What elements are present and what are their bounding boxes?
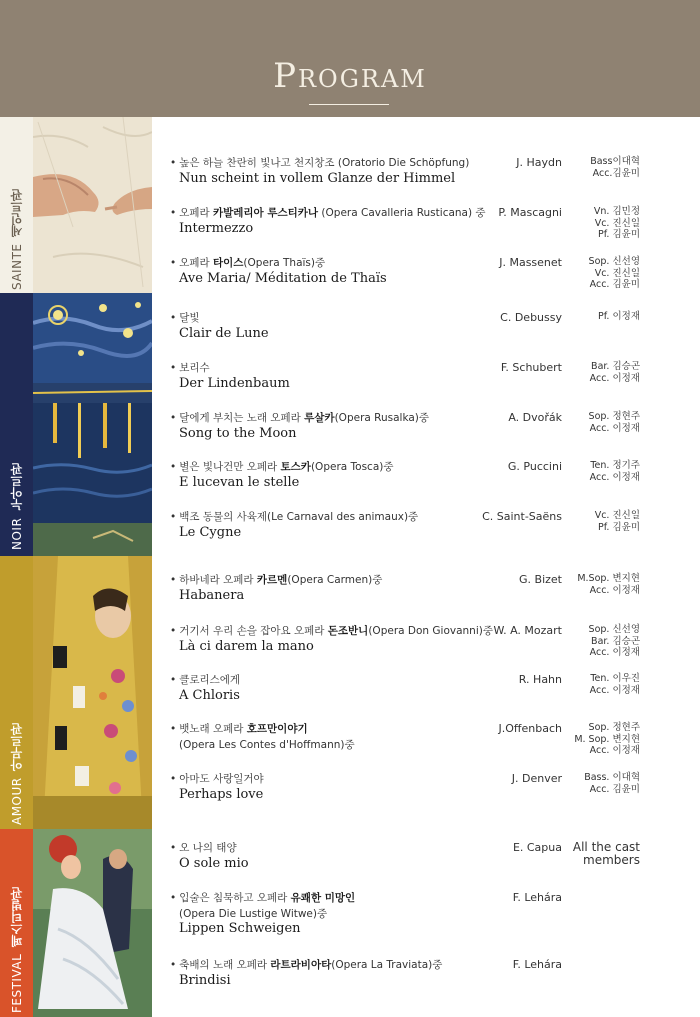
piece-title: Ave Maria/ Méditation de Thaïs xyxy=(179,271,387,286)
composer: J.Offenbach xyxy=(498,722,562,735)
piece-title: Song to the Moon xyxy=(179,426,297,441)
piece-title: Intermezzo xyxy=(179,221,254,236)
art-the-kiss xyxy=(33,556,152,829)
piece-title: Der Lindenbaum xyxy=(179,376,290,391)
composer: G. Bizet xyxy=(519,573,562,586)
piece-title: Perhaps love xyxy=(179,787,264,802)
performers: Sop. 신선영 Vc. 진신일 Acc. 김윤미 xyxy=(588,256,640,290)
performers: Sop. 정현주 Acc. 이정재 xyxy=(588,411,640,434)
composer: J. Massenet xyxy=(499,256,562,269)
composer: C. Debussy xyxy=(500,311,562,324)
piece-title: Nun scheint in vollem Glanze der Himmel xyxy=(179,171,456,186)
performers: Bass이대혁 Acc.김윤미 xyxy=(590,156,640,179)
piece-title: Lippen Schweigen xyxy=(179,921,301,936)
composer: E. Capua xyxy=(512,841,562,854)
composer: J. Denver xyxy=(511,772,562,785)
performers: Ten. 이우진 Acc. 이정재 xyxy=(589,673,640,696)
piece-title: O sole mio xyxy=(179,856,249,871)
composer: J. Haydn xyxy=(516,156,562,169)
piece-title: Là ci darem la mano xyxy=(179,639,314,654)
item-description-line2: (Opera Les Contes d'Hoffmann)중 xyxy=(179,739,355,751)
piece-title: A Chloris xyxy=(179,688,240,703)
performers: Vc. 진신일 Pf. 김윤미 xyxy=(594,510,640,533)
art-starry-night xyxy=(33,293,152,556)
composer: A. Dvořák xyxy=(508,411,562,424)
performers: M.Sop. 변지현 Acc. 이정재 xyxy=(577,573,640,596)
section-label-noir: NOIR 누아르관 xyxy=(9,462,24,550)
section-label-sainte: SAINTE 세인트관 xyxy=(9,188,24,290)
performers: Bass. 이대혁 Acc. 김윤미 xyxy=(584,772,640,795)
piece-title: Le Cygne xyxy=(179,525,242,540)
composer: R. Hahn xyxy=(518,673,562,686)
title-underline xyxy=(309,104,389,105)
art-dance-at-bougival xyxy=(33,829,152,1017)
performers: Bar. 김승곤 Acc. 이정재 xyxy=(589,361,640,384)
performers: Ten. 정기주 Acc. 이정재 xyxy=(589,460,640,483)
composer: C. Saint-Saëns xyxy=(482,510,562,523)
piece-title: Brindisi xyxy=(179,973,231,988)
performers: All the cast members xyxy=(572,840,640,867)
item-description-line2: (Opera Die Lustige Witwe)중 xyxy=(179,908,328,920)
composer: F. Schubert xyxy=(500,361,562,374)
performers: Sop. 정현주 M. Sop. 변지현 Acc. 이정재 xyxy=(574,722,640,756)
piece-title: Habanera xyxy=(179,588,245,603)
program-page: Program SAINTE 세인트관 NOIR 누아르관 AMOUR 아무르관 FESTIVAL 페스티벌관 • 높은 하늘 찬란히 빛나고 천지창조 (Oratorio Die Schöpfung) Nun scheint in vollem Glanze der Himmel J. Haydn Bass이대혁 Acc.김윤미 • 오페라 카발레리아 루스티카나 (Opera Cavalleria Rusticana) 중 Intermezzo P. Mascagni Vn. 김민정 Vc. 진신일 Pf. 김윤미 • 오페라 타이스(Opera Thaïs)중 Ave Maria/ Méditation de Thaïs J. Massenet Sop. 신선영 Vc. 진신일 Acc. 김윤미 • 달빛 Clair de Lune C. Debussy Pf. 이정재 • 보리수 Der Lindenbaum F. Schubert Bar. 김승곤 Acc. 이정재 • 달에게 부치는 노래 오페라 루살카(Opera Rusalka)중 Song to the Moon A. Dvořák Sop. 정현주 Acc. 이정재 • 별은 빛나건만 오페라 토스카(Opera Tosca)중 E lucevan le stelle G. Puccini Ten. 정기주 Acc. 이정재 • 백조 동물의 사육제(Le Carnaval des animaux)중 Le Cygne C. Saint-Saëns Vc. 진신일 Pf. 김윤미 • 하바네라 오페라 카르멘(Opera Carmen)중 Habanera G. Bizet M.Sop. 변지현 Acc. 이정재 • 거기서 우리 손을 잡아요 오페라 돈조반니(Opera Don Giovanni)중 Là ci darem la mano W. A. Mozart Sop. 신선영 Bar. 김승곤 Acc. 이정재 • 클로리스에게 A Chloris R. Hahn Ten. 이우진 Acc. 이정재 • 뱃노래 오페라 호프만이야기 (Opera Les Contes d'Hoffmann)중 J.Offenbach Sop. 정현주 M. Sop. 변지현 Acc. 이정재 • 아마도 사랑일거야 Perhaps love J. Denver Bass. 이대혁 Acc. 김윤미 • 오 나의 태양 O sole mio E. Capua All the cast members • 입술은 침묵하고 오페라 유쾌한 미망인 (Opera Die Lustige Witwe)중 Lippen Schweigen F. Lehára • 축배의 노래 오페라 라트라비아타(Opera La Traviata)중 Brindisi F. Lehára xyxy=(0,0,700,1017)
performers: Pf. 이정재 xyxy=(598,311,640,322)
performers: Sop. 신선영 Bar. 김승곤 Acc. 이정재 xyxy=(588,624,640,658)
section-label-festival: FESTIVAL 페스티벌관 xyxy=(9,886,24,1013)
header-bar xyxy=(0,0,700,117)
composer: P. Mascagni xyxy=(498,206,562,219)
composer: F. Lehára xyxy=(512,891,562,904)
piece-title: Clair de Lune xyxy=(179,326,269,341)
composer: W. A. Mozart xyxy=(493,624,562,637)
art-creation-of-adam xyxy=(33,117,152,293)
performers: Vn. 김민정 Vc. 진신일 Pf. 김윤미 xyxy=(593,206,640,240)
piece-title: E lucevan le stelle xyxy=(179,475,300,490)
section-label-amour: AMOUR 아무르관 xyxy=(9,722,24,825)
composer: F. Lehára xyxy=(512,958,562,971)
composer: G. Puccini xyxy=(507,460,562,473)
page-title: Program xyxy=(273,56,427,96)
